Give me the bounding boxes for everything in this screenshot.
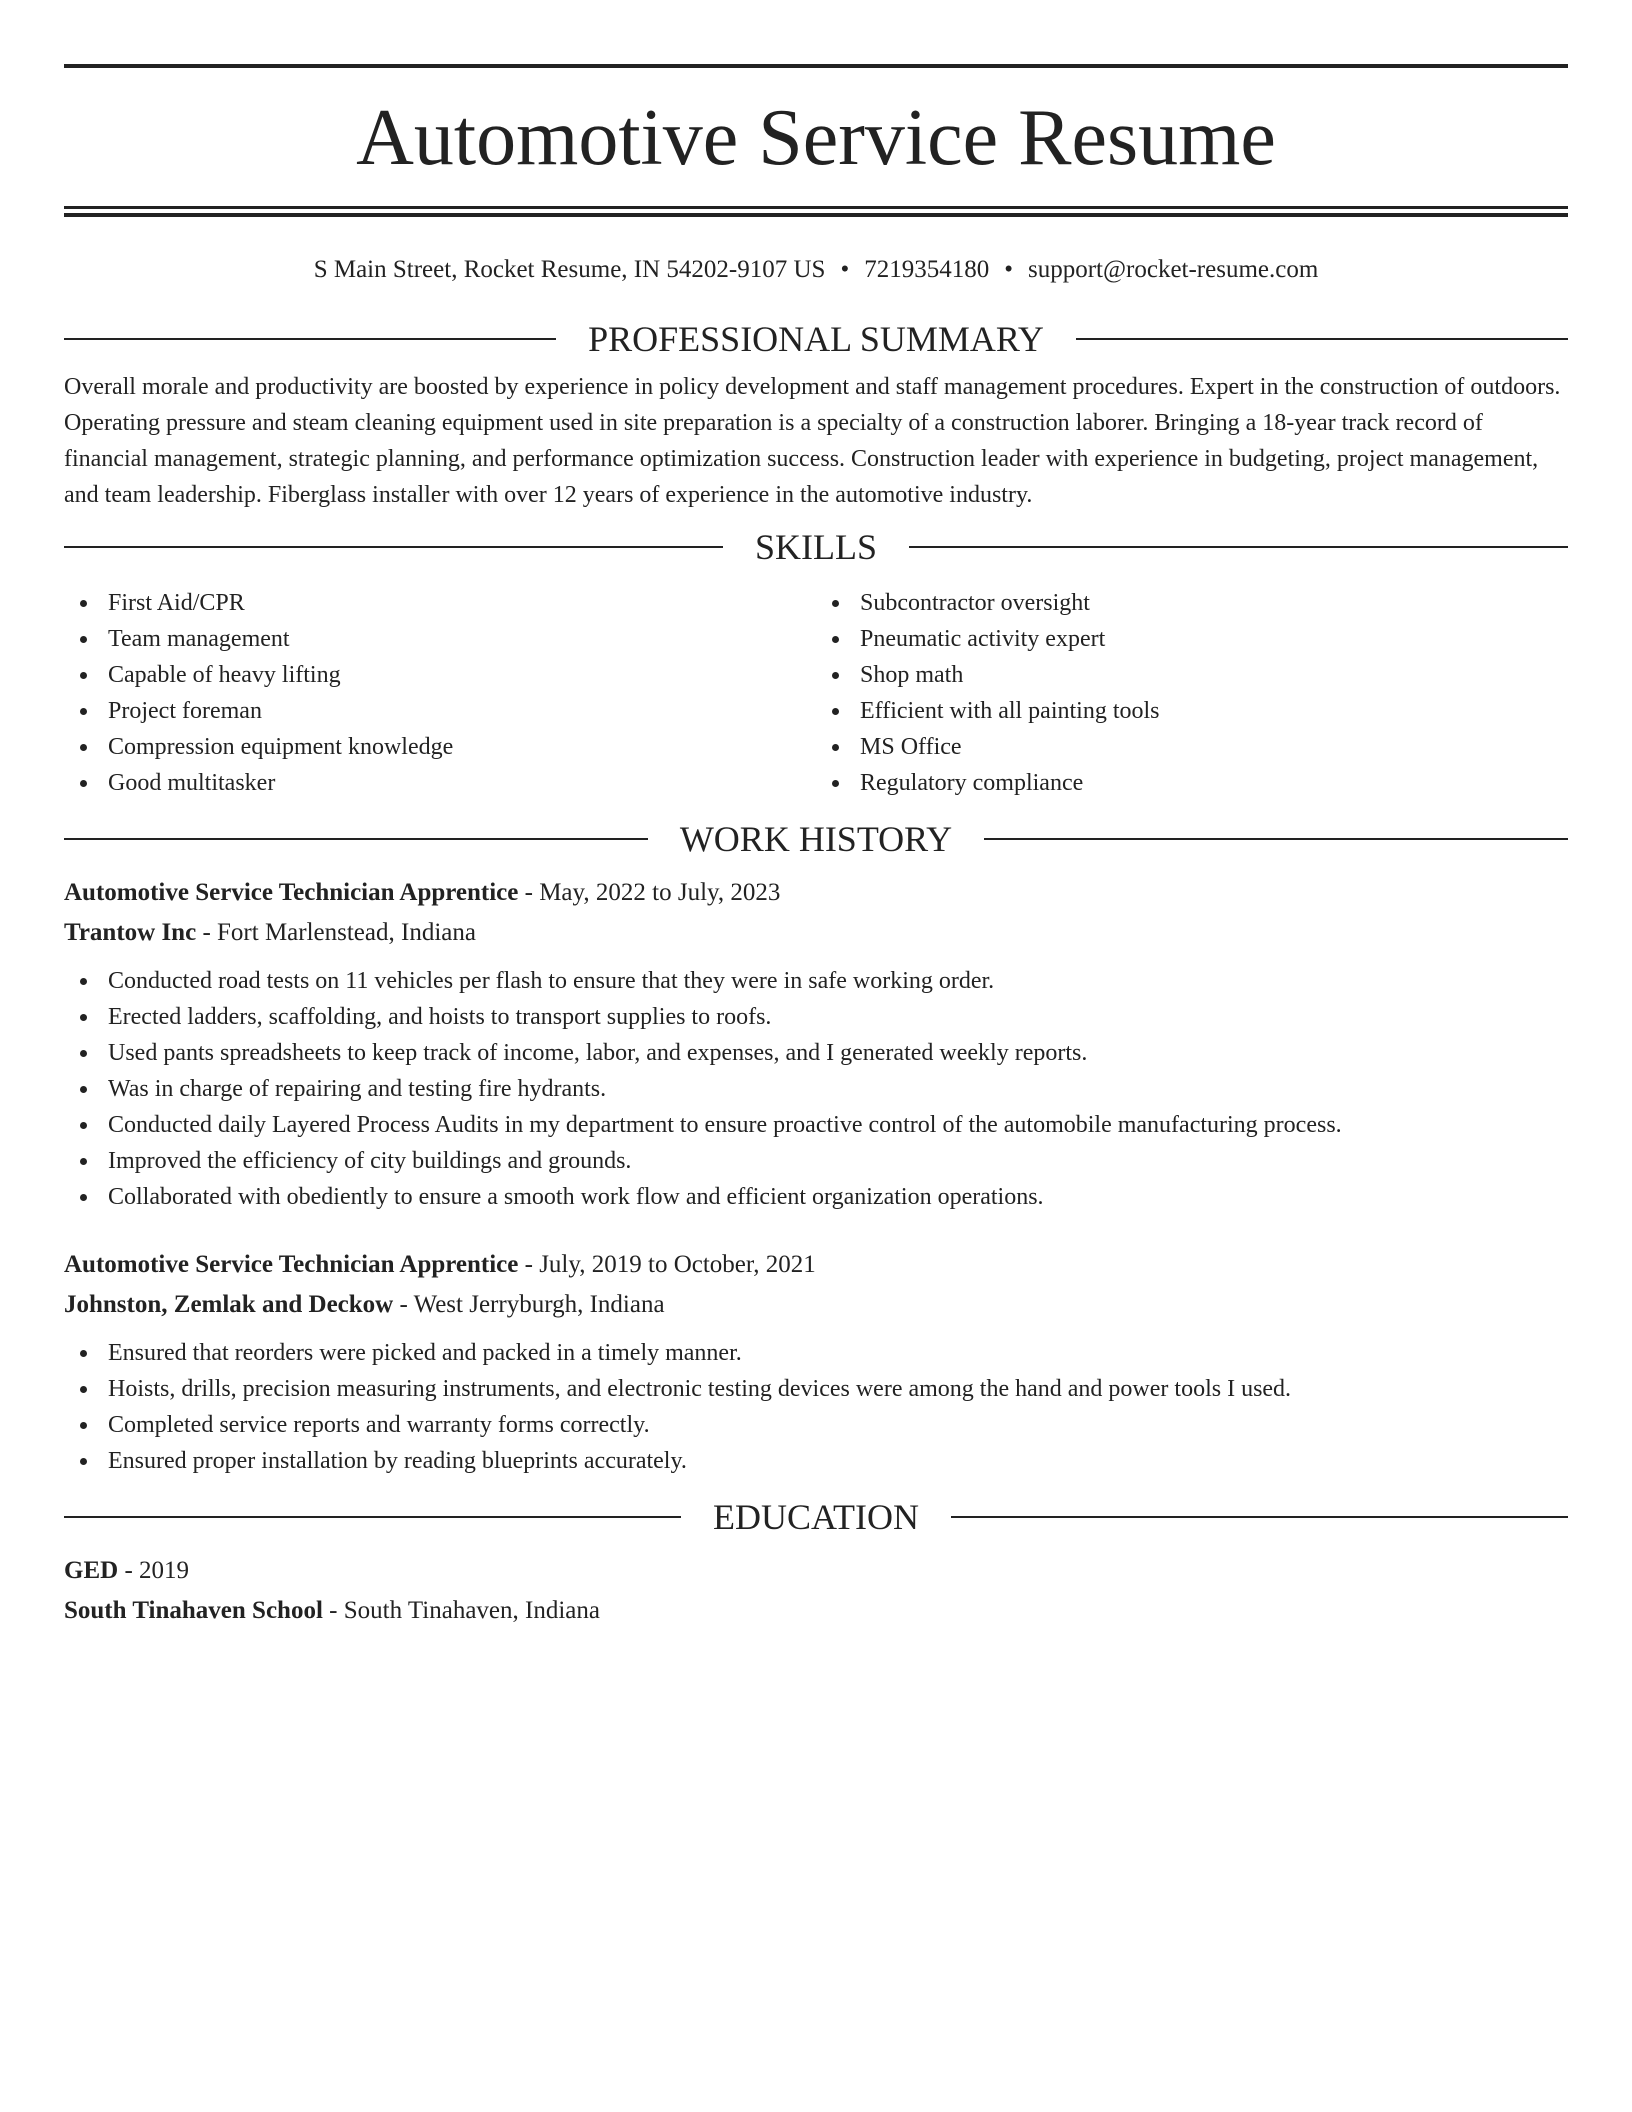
job-title-line [64,873,1568,913]
education-entry [64,1551,1568,1631]
skill-item: Regulatory compliance [816,765,1568,801]
summary-text: Overall morale and productivity are boosted by experience in policy development and staff management procedures. Expert in the construction of outdoors. Operating pressure and steam cleaning equipment used in site preparation is a specialty of a construction laborer. Bringing a 18-year track record of financial management, strategic planning, and performance optimization success. Construction leader with experience in budgeting, project management, and team leadership. Fiberglass installer with over 12 years of experience in the automotive industry. [64,374,1561,508]
contact-address: S Main Street, Rocket Resume, IN 54202-9107 US [313,256,826,283]
section-rule [984,838,1568,840]
duty-item: Improved the efficiency of city buildings and grounds. [64,1143,1568,1179]
section-title-education: EDUCATION [713,1497,919,1537]
contact-email: support@rocket-resume.com [1028,256,1319,283]
job-title: Automotive Service Technician Apprentice [64,879,519,906]
section-rule [64,838,648,840]
education-year: - 2019 [118,1557,190,1584]
education-section-header [64,1497,1568,1537]
duty-item: Ensured proper installation by reading blueprints accurately. [64,1443,1568,1479]
job-dates: - July, 2019 to October, 2021 [518,1251,816,1278]
job-company-line [64,913,1568,953]
duty-item: Completed service reports and warranty forms correctly. [64,1407,1568,1443]
job-duties [64,963,1568,1215]
section-rule [909,546,1568,548]
section-title-skills: SKILLS [755,527,878,567]
skill-item: Subcontractor oversight [816,585,1568,621]
skill-item: First Aid/CPR [64,585,816,621]
duty-item: Conducted road tests on 11 vehicles per flash to ensure that they were in safe working order. [64,963,1568,999]
education-location: - South Tinahaven, Indiana [322,1597,600,1624]
skills-list [64,585,1568,801]
contact-separator: • [840,256,850,283]
duty-item: Conducted daily Layered Process Audits in my department to ensure proactive control of the automobile manufacturing process. [64,1107,1568,1143]
job-entry [64,873,1568,1215]
section-rule [1076,338,1568,340]
section-title-work: WORK HISTORY [679,819,953,859]
section-rule [64,546,723,548]
job-company: Johnston, Zemlak and Deckow [64,1291,394,1318]
job-location: - West Jerryburgh, Indiana [393,1291,665,1318]
skill-item: Pneumatic activity expert [816,621,1568,657]
duty-item: Was in charge of repairing and testing fire hydrants. [64,1071,1568,1107]
education-degree: GED [64,1557,119,1584]
duty-item: Used pants spreadsheets to keep track of income, labor, and expenses, and I generated weekly reports. [64,1035,1568,1071]
skill-item: Team management [64,621,816,657]
skills-column-right [816,585,1568,801]
duty-item: Ensured that reorders were picked and packed in a timely manner. [64,1335,1568,1371]
job-entry [64,1245,1568,1479]
education-degree-line [64,1551,1568,1591]
job-title: Automotive Service Technician Apprentice [64,1251,519,1278]
top-rule [64,64,1568,68]
skill-item: Efficient with all painting tools [816,693,1568,729]
section-rule [64,1516,681,1518]
contact-line [64,255,1568,285]
education-school: South Tinahaven School [64,1597,323,1624]
duty-item: Erected ladders, scaffolding, and hoists to transport supplies to roofs. [64,999,1568,1035]
skill-item: Shop math [816,657,1568,693]
summary-section-header [64,319,1568,359]
skill-item: Good multitasker [64,765,816,801]
skill-item: Project foreman [64,693,816,729]
section-rule [64,338,556,340]
skill-item: MS Office [816,729,1568,765]
skill-item: Compression equipment knowledge [64,729,816,765]
job-company-line [64,1285,1568,1325]
section-rule [951,1516,1568,1518]
resume-page [64,64,1568,1631]
title-double-rule [64,206,1568,217]
job-duties [64,1335,1568,1479]
skills-column-left [64,585,816,801]
job-dates: - May, 2022 to July, 2023 [518,879,781,906]
duty-item: Hoists, drills, precision measuring instruments, and electronic testing devices were among the hand and power tools I used. [64,1371,1568,1407]
section-title-summary: PROFESSIONAL SUMMARY [588,319,1044,359]
job-location: - Fort Marlenstead, Indiana [196,919,476,946]
contact-phone: 7219354180 [864,256,990,283]
skills-section-header [64,527,1568,567]
skill-item: Capable of heavy lifting [64,657,816,693]
contact-separator: • [1004,256,1013,283]
education-school-line [64,1591,1568,1631]
job-title-line [64,1245,1568,1285]
work-section-header [64,819,1568,859]
resume-title: Automotive Service Resume [356,94,1276,182]
job-company: Trantow Inc [64,919,197,946]
duty-item: Collaborated with obediently to ensure a smooth work flow and efficient organization operations. [64,1179,1568,1215]
